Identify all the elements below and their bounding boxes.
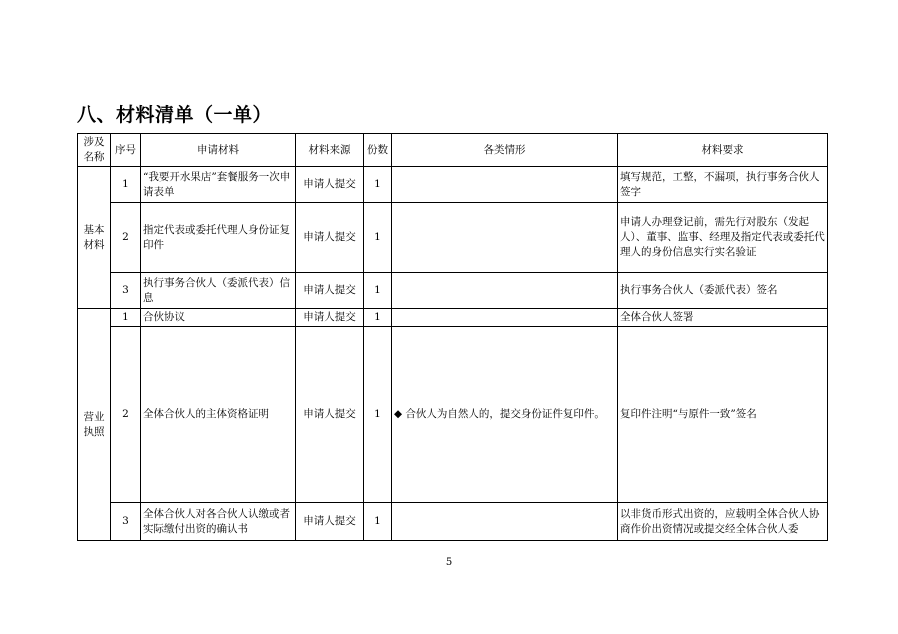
row-source: 申请人提交	[296, 203, 364, 273]
row-situation	[392, 167, 618, 203]
row-material: 全体合伙人的主体资格证明	[141, 327, 296, 503]
row-copies: 1	[364, 327, 392, 503]
header-source: 材料来源	[296, 134, 364, 167]
row-source: 申请人提交	[296, 273, 364, 309]
row-requirement: 填写规范，工整，不漏项，执行事务合伙人签字	[618, 167, 828, 203]
row-source: 申请人提交	[296, 327, 364, 503]
row-requirement: 执行事务合伙人（委派代表）签名	[618, 273, 828, 309]
header-copies: 份数	[364, 134, 392, 167]
row-situation	[392, 273, 618, 309]
header-situation: 各类情形	[392, 134, 618, 167]
row-situation	[392, 203, 618, 273]
row-requirement: 申请人办理登记前，需先行对股东（发起人）、董事、监事、经理及指定代表或委托代理人的身份信息实行实名验证	[618, 203, 828, 273]
group-name: 营业执照	[78, 309, 111, 541]
row-requirement: 以非货币形式出资的，应载明全体合伙人协商作价出资情况或提交经全体合伙人委	[618, 503, 828, 541]
header-involved-name: 涉及名称	[78, 134, 111, 167]
table-row	[78, 167, 828, 203]
row-no: 2	[111, 203, 141, 273]
row-material: 合伙协议	[141, 309, 296, 327]
table-row	[78, 273, 828, 309]
header-row	[78, 134, 828, 167]
row-situation	[392, 309, 618, 327]
materials-table	[77, 133, 828, 541]
row-situation: ◆ 合伙人为自然人的，提交身份证件复印件。	[392, 327, 618, 503]
row-copies: 1	[364, 503, 392, 541]
row-no: 1	[111, 309, 141, 327]
row-copies: 1	[364, 167, 392, 203]
table-row	[78, 309, 828, 327]
header-seq-no: 序号	[111, 134, 141, 167]
header-requirement: 材料要求	[618, 134, 828, 167]
table-row	[78, 203, 828, 273]
row-copies: 1	[364, 309, 392, 327]
table-row	[78, 327, 828, 503]
row-source: 申请人提交	[296, 167, 364, 203]
row-copies: 1	[364, 203, 392, 273]
row-no: 2	[111, 327, 141, 503]
row-material: “我要开水果店”套餐服务一次申请表单	[141, 167, 296, 203]
row-copies: 1	[364, 273, 392, 309]
section-title: 八、材料清单（一单）	[77, 104, 273, 126]
row-material: 全体合伙人对各合伙人认缴或者实际缴付出资的确认书	[141, 503, 296, 541]
row-source: 申请人提交	[296, 503, 364, 541]
table-row	[78, 503, 828, 541]
row-material: 执行事务合伙人（委派代表）信息	[141, 273, 296, 309]
row-material: 指定代表或委托代理人身份证复印件	[141, 203, 296, 273]
row-requirement: 全体合伙人签署	[618, 309, 828, 327]
row-source: 申请人提交	[296, 309, 364, 327]
row-no: 1	[111, 167, 141, 203]
row-situation	[392, 503, 618, 541]
row-no: 3	[111, 273, 141, 309]
header-material: 申请材料	[141, 134, 296, 167]
page-number: 5	[445, 557, 453, 568]
group-name: 基本材料	[78, 167, 111, 309]
row-requirement: 复印件注明“与原件一致”签名	[618, 327, 828, 503]
row-no: 3	[111, 503, 141, 541]
